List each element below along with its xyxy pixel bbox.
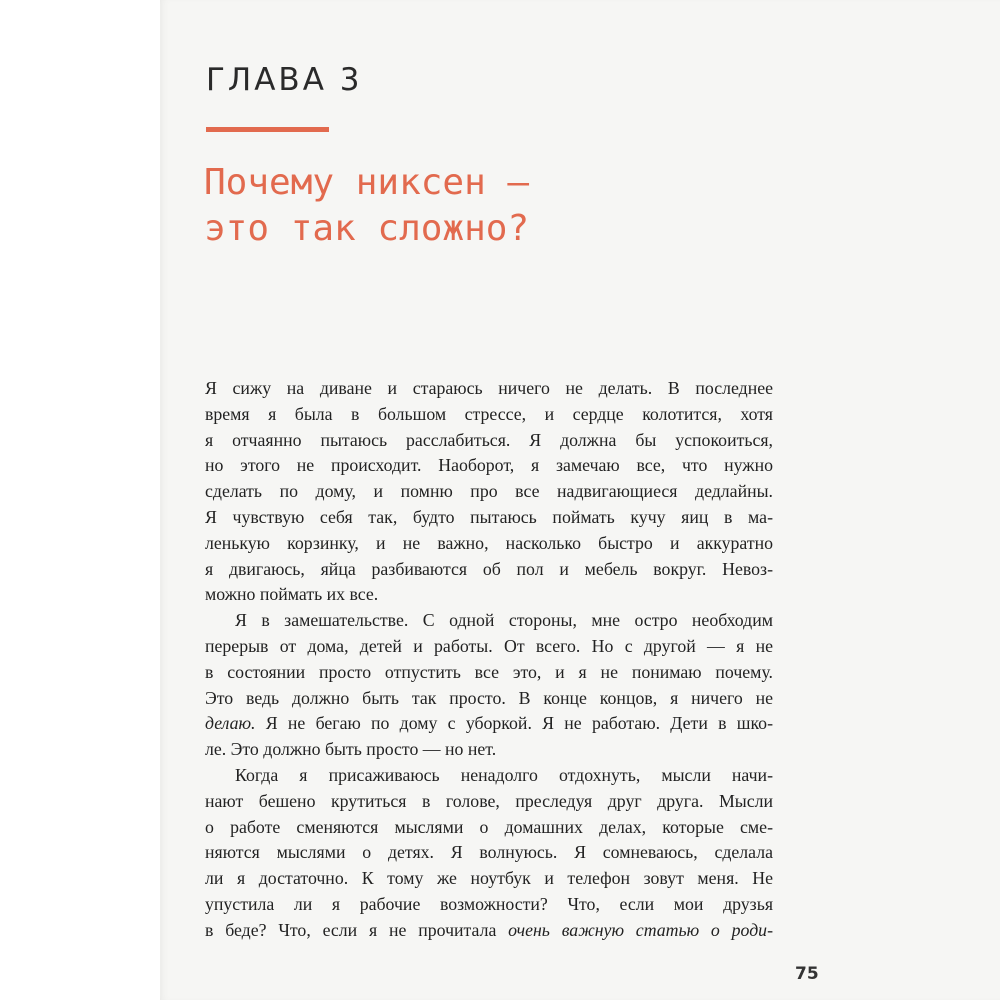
body-line: сделать по дому, и помню про все надвигающиеся дедлайны. [205,481,773,502]
body-line: Это ведь должно быть так просто. В конце концов, я ничего не [205,687,773,708]
emphasis-text: очень важную статью о роди- [508,919,773,940]
body-line: время я была в большом стрессе, и сердце колотится, хотя [205,403,773,424]
scan-margin [0,0,160,1000]
body-line: в состоянии просто отпустить все это, и я не понимаю почему. [205,661,773,682]
body-text-segment: Я не бегаю по дому с уборкой. Я не работаю. Дети в шко- [255,713,773,734]
emphasis-text: делаю. [205,713,256,734]
chapter-title-line-1: Почему никсен — [204,162,530,203]
body-line: няются мыслями о детях. Я волнуюсь. Я сомневаюсь, сделала [205,842,773,863]
body-line: упустила ли я рабочие возможности? Что, если мои друзья [205,893,773,914]
body-line: Когда я присаживаюсь ненадолго отдохнуть, мысли начи- [235,764,773,785]
chapter-title-line-2: это так сложно? [204,208,530,249]
body-line: я отчаянно пытаюсь расслабиться. Я должна бы успокоиться, [205,429,773,450]
chapter-label: ГЛАВА 3 [206,62,363,98]
body-text-segment: в беде? Что, если я не прочитала [205,919,509,940]
body-line: я двигаюсь, яйца разбиваются об пол и мебель вокруг. Невоз- [205,558,773,579]
body-line: Я в замешательстве. С одной стороны, мне остро необходим [235,610,773,631]
body-line: можно поймать их все. [205,584,379,605]
body-line: Я чувствую себя так, будто пытаюсь поймать кучу яиц в ма- [205,506,773,527]
body-text [205,376,773,944]
page-number: 75 [795,964,819,984]
body-line: перерыв от дома, детей и работы. От всего. Но с другой — я не [205,635,773,656]
body-line: нают бешено крутиться в голове, преследуя друг друга. Мысли [205,790,773,811]
body-line: ли я достаточно. К тому же ноутбук и телефон зовут меня. Не [205,868,773,889]
body-line: о работе сменяются мыслями о домашних делах, которые сме- [205,816,773,837]
chapter-accent-rule [206,127,329,132]
body-line-mixed [205,711,773,737]
body-line: Я сижу на диване и стараюсь ничего не делать. В последнее [205,378,773,398]
body-line: но этого не происходит. Наоборот, я замечаю все, что нужно [205,455,773,476]
body-line: ле. Это должно быть просто — но нет. [205,739,497,760]
body-line: ленькую корзинку, и не важно, насколько быстро и аккуратно [205,532,773,553]
chapter-title [204,160,529,252]
body-line-mixed [205,918,773,944]
